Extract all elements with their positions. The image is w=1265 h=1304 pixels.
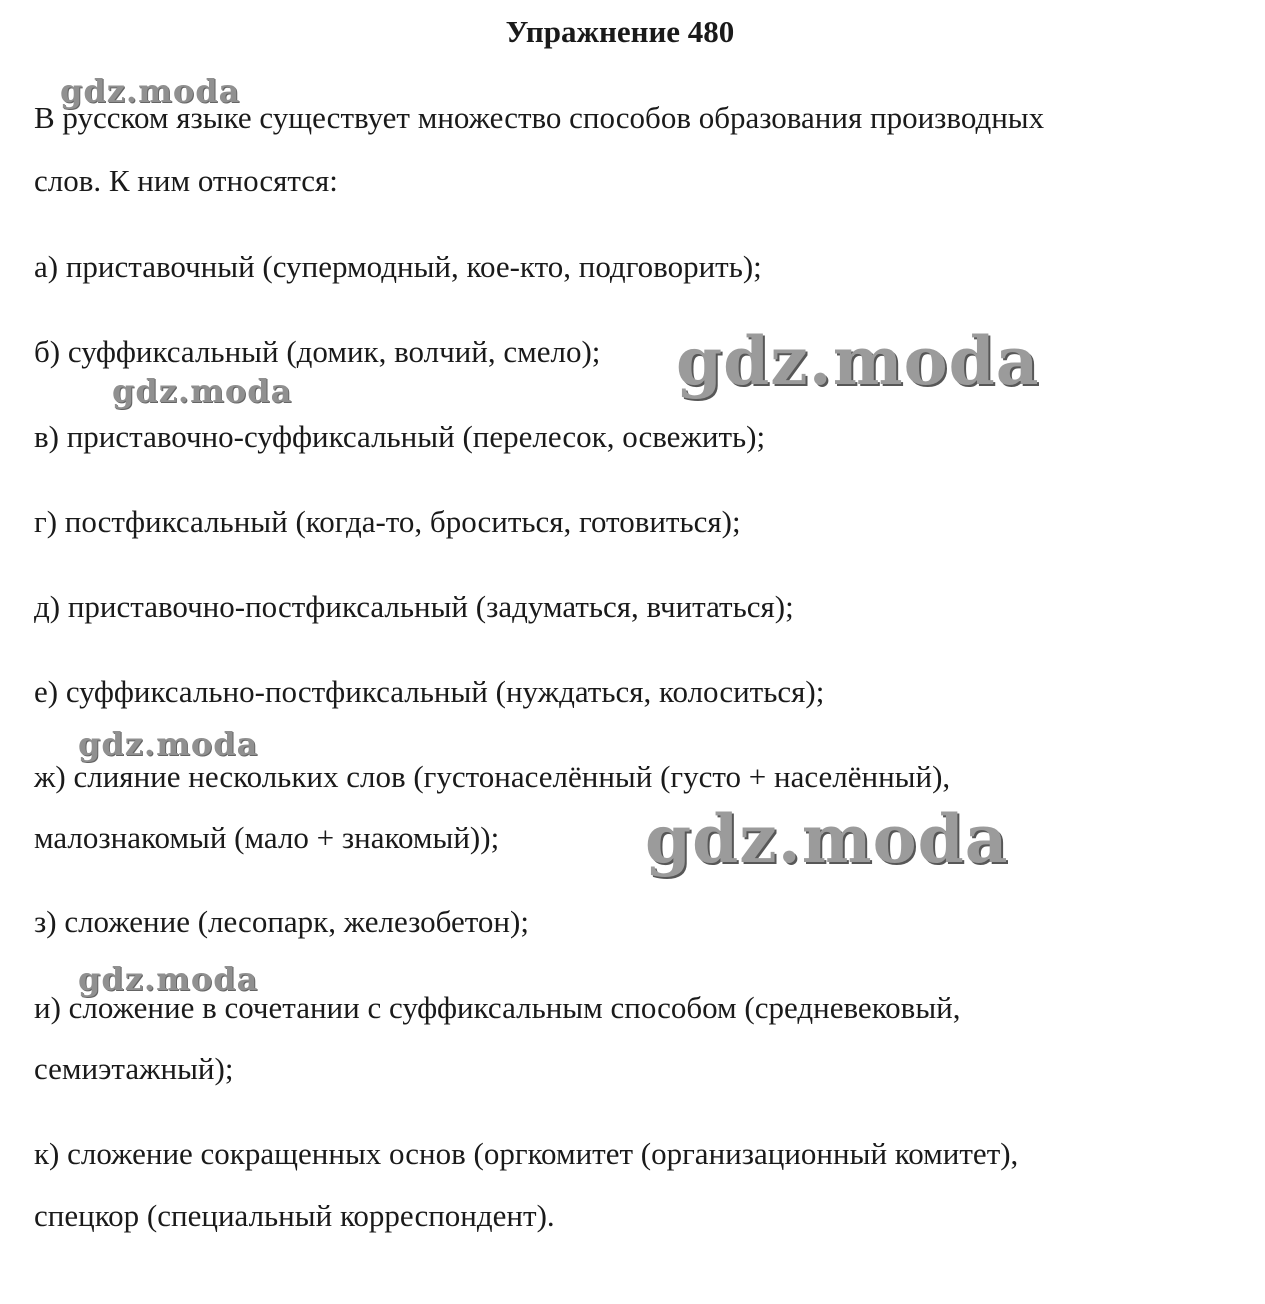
list-item-zh-line-2: малознакомый (мало + знакомый)); — [34, 820, 500, 855]
list-item-zh-line-1: ж) слияние нескольких слов (густонаселённый (густо + населённый), — [34, 759, 951, 794]
page-title: Упражнение 480 — [505, 14, 735, 49]
list-item-i-line-2: семиэтажный); — [34, 1051, 234, 1086]
intro-line-1: В русском языке существует множество способов образования производных — [34, 100, 1045, 135]
watermark: gdz.moda — [78, 960, 259, 998]
watermark: gdz.moda — [112, 372, 293, 410]
watermark: gdz.moda — [645, 800, 1009, 878]
intro-line-2: слов. К ним относятся: — [34, 163, 338, 198]
list-item-d: д) приставочно-постфиксальный (задуматься, вчитаться); — [34, 589, 794, 624]
watermark: gdz.moda — [78, 725, 259, 763]
watermark: gdz.moda — [60, 72, 241, 110]
list-item-v: в) приставочно-суффиксальный (перелесок, освежить); — [34, 419, 766, 454]
list-item-k-line-1: к) сложение сокращенных основ (оргкомитет (организационный комитет), — [34, 1136, 1019, 1171]
watermark: gdz.moda — [676, 322, 1040, 400]
list-item-g: г) постфиксальный (когда-то, броситься, готовиться); — [34, 504, 741, 539]
list-item-i-line-1: и) сложение в сочетании с суффиксальным способом (средневековый, — [34, 990, 961, 1025]
list-item-k-line-2: спецкор (специальный корреспондент). — [34, 1198, 555, 1233]
list-item-a: а) приставочный (супермодный, кое-кто, подговорить); — [34, 249, 762, 284]
list-item-z: з) сложение (лесопарк, железобетон); — [34, 904, 529, 939]
list-item-e: е) суффиксально-постфиксальный (нуждаться, колоситься); — [34, 674, 825, 709]
list-item-b: б) суффиксальный (домик, волчий, смело); — [34, 334, 601, 369]
